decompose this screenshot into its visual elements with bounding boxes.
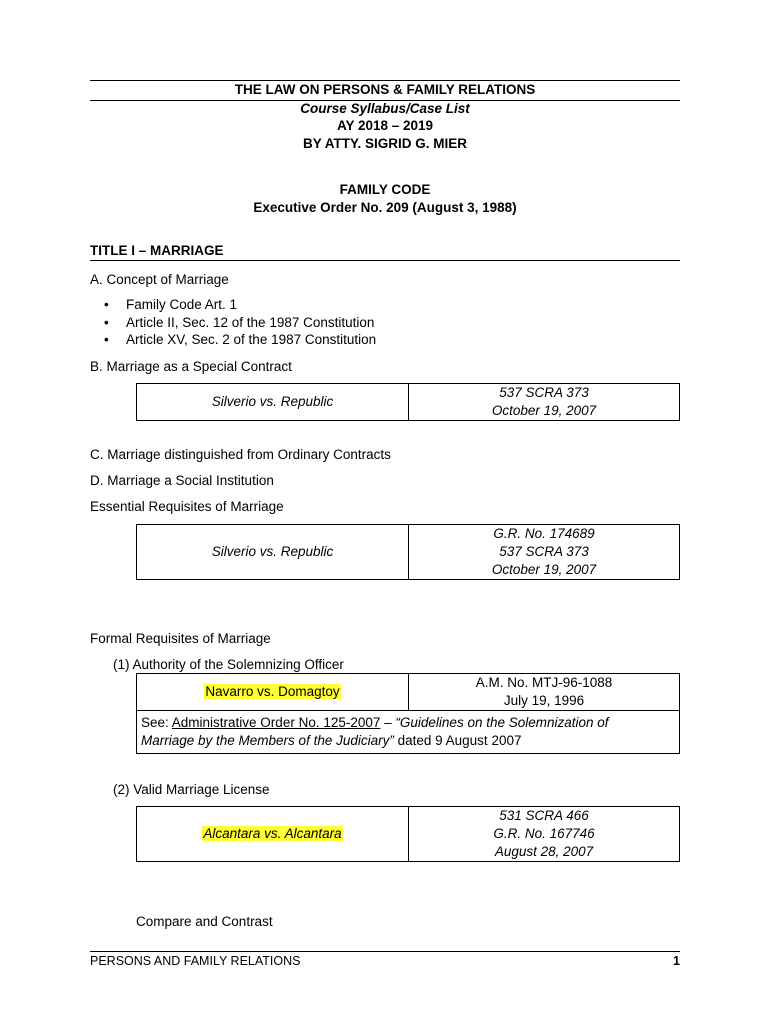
see-dash: – xyxy=(380,715,396,730)
list-item: Article XV, Sec. 2 of the 1987 Constitution xyxy=(126,332,377,347)
citation-line: October 19, 2007 xyxy=(491,562,597,577)
author: BY ATTY. SIGRID G. MIER xyxy=(302,136,468,151)
footer-rule xyxy=(90,951,680,952)
citation-line: August 28, 2007 xyxy=(494,844,594,859)
case-table xyxy=(136,524,680,580)
case-name: Silverio vs. Republic xyxy=(137,384,409,421)
code-title: FAMILY CODE xyxy=(339,182,431,197)
citation-line: A.M. No. MTJ-96-1088 xyxy=(475,675,613,690)
section-c-heading: C. Marriage distinguished from Ordinary Contracts xyxy=(90,447,391,462)
citation-line: 537 SCRA 373 xyxy=(499,544,589,559)
section-d-heading: D. Marriage a Social Institution xyxy=(90,473,274,488)
citation-line: G.R. No. 167746 xyxy=(493,826,595,841)
academic-year: AY 2018 – 2019 xyxy=(336,118,434,133)
see-note xyxy=(137,711,680,754)
bullet-icon: • xyxy=(104,297,109,312)
doc-title: THE LAW ON PERSONS & FAMILY RELATIONS xyxy=(234,82,536,97)
bullet-icon: • xyxy=(104,332,109,347)
see-dated: dated 9 August 2007 xyxy=(393,733,522,748)
case-name xyxy=(137,807,409,862)
essential-heading: Essential Requisites of Marriage xyxy=(90,499,284,514)
see-prefix: See: xyxy=(141,715,172,730)
formal-item-1-label: (1) Authority of the Solemnizing Officer xyxy=(113,657,344,672)
doc-subtitle: Course Syllabus/Case List xyxy=(300,101,470,116)
see-quote-1: “Guidelines on the Solemnization of xyxy=(395,715,609,730)
case-name-highlight: Navarro vs. Domagtoy xyxy=(205,684,340,699)
list-item: Article II, Sec. 12 of the 1987 Constitution xyxy=(126,315,375,330)
case-citation xyxy=(409,525,680,580)
header-top-rule xyxy=(90,80,680,81)
formal-item-2-label: (2) Valid Marriage License xyxy=(113,782,270,797)
citation-line: 531 SCRA 466 xyxy=(499,808,589,823)
see-quote-2: Marriage by the Members of the Judiciary” xyxy=(141,733,394,748)
bullet-icon: • xyxy=(104,315,109,330)
citation-line: July 19, 1996 xyxy=(503,693,585,708)
case-name-highlight: Alcantara vs. Alcantara xyxy=(203,826,342,841)
formal-heading: Formal Requisites of Marriage xyxy=(90,631,271,646)
citation-line: G.R. No. 174689 xyxy=(493,526,595,541)
case-name: Silverio vs. Republic xyxy=(137,525,409,580)
title-marriage: TITLE I – MARRIAGE xyxy=(90,243,224,258)
case-table xyxy=(136,383,680,421)
case-table xyxy=(136,673,680,754)
citation-line: October 19, 2007 xyxy=(491,403,597,418)
page-number: 1 xyxy=(673,954,680,968)
case-citation xyxy=(409,384,680,421)
citation-line: 537 SCRA 373 xyxy=(499,385,589,400)
admin-order-link[interactable]: Administrative Order No. 125-2007 xyxy=(171,715,381,730)
compare-heading: Compare and Contrast xyxy=(136,914,273,929)
case-citation xyxy=(409,674,680,711)
case-name xyxy=(137,674,409,711)
footer-left: PERSONS AND FAMILY RELATIONS xyxy=(90,954,301,968)
case-table xyxy=(136,806,680,862)
list-item: Family Code Art. 1 xyxy=(126,297,238,312)
section-a-heading: A. Concept of Marriage xyxy=(90,272,229,287)
case-citation xyxy=(409,807,680,862)
code-order: Executive Order No. 209 (August 3, 1988) xyxy=(253,200,517,215)
section-b-heading: B. Marriage as a Special Contract xyxy=(90,359,292,374)
title-rule xyxy=(90,260,680,261)
